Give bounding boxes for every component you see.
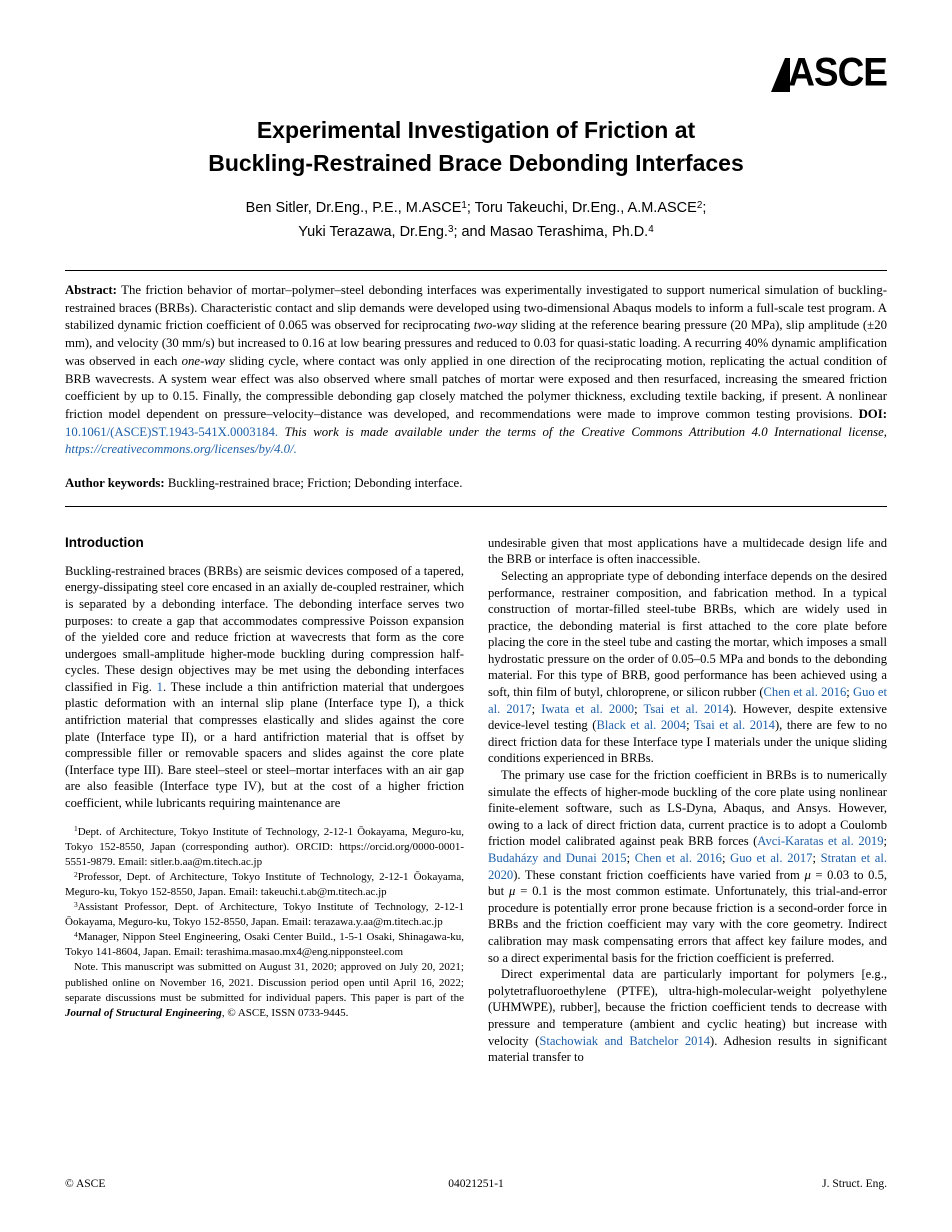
inline-link[interactable]: Stratan et al. 2020 xyxy=(488,851,888,882)
author-byline xyxy=(65,197,887,245)
text-segment: 3 xyxy=(74,899,78,909)
text-segment: sliding at the reference bearing pressure (20 MPa), slip amplitude (±20 mm), and velocity (30 mm/s) but increased to 0.16 at low bearing pressures and reduced to 0.03 for quasi-static loading. A recurring 40% dynamic amplification was observed in each xyxy=(65,318,887,368)
text-segment: Manager, Nippon Steel Engineering, Osaki Center Build., 1-5-1 Osaki, Shinagawa-ku, Tokyo 141-8604, Japan. Email: terashima.masao.mx4@eng.nipponsteel.com xyxy=(65,931,464,959)
text-segment: ; xyxy=(846,685,853,700)
text-segment: 1 xyxy=(461,199,467,211)
text-segment: , © ASCE, ISSN 0733-9445. xyxy=(221,1006,349,1019)
inline-link[interactable]: Black et al. 2004 xyxy=(596,718,687,733)
abstract-paragraph xyxy=(65,282,887,459)
text-segment: ), there are few to no direct friction data for these Interface type I materials under the unique sliding conditions experienced in BRBs. xyxy=(488,718,887,766)
footnotes-block xyxy=(65,825,464,1021)
two-column-body xyxy=(65,535,887,1066)
paper-title xyxy=(65,114,887,180)
text-segment: undesirable given that most applications have a multidecade design life and the BRB or interface is often inaccessible. xyxy=(488,535,887,567)
inline-link[interactable]: Budaházy and Dunai 2015 xyxy=(488,851,627,866)
text-segment: 4 xyxy=(648,223,654,235)
text-segment: ; xyxy=(812,851,821,866)
text-segment: Dept. of Architecture, Tokyo Institute of Technology, 2-12-1 Ōokayama, Meguro-ku, Tokyo 152-8550, Japan (corresponding author). ORCID: https://orcid.org/0000-0001-5551-9879. Email: sitler.b.aa@m.titech.ac.jp xyxy=(65,825,464,868)
text-segment: Journal of Structural Engineering xyxy=(65,1006,222,1019)
text-segment: ; xyxy=(634,701,644,716)
inline-link[interactable]: Guo et al. 2017 xyxy=(488,685,887,716)
asce-logo xyxy=(771,49,887,95)
text-segment: Abstract: xyxy=(65,283,122,297)
inline-link[interactable]: Tsai et al. 2014 xyxy=(693,718,775,733)
text-segment: 3 xyxy=(447,223,454,235)
body-paragraph xyxy=(488,767,887,966)
text-segment: ; xyxy=(702,200,707,216)
text-segment: = 0.1 is the most common estimate. Unfortunately, this trial-and-error procedure is potentially error prone because friction is a second-order force in BRBs and the friction coefficient may vary with the core geometry. Indirect calibration may mask compensating errors that affect key failure modes, and so a direct experimental basis for the friction coefficient is preferred. xyxy=(488,884,887,965)
paper-title-line2: Buckling-Restrained Brace Debonding Interfaces xyxy=(208,150,744,176)
inline-link[interactable]: 10.1061/(ASCE)ST.1943-541X.0003184. xyxy=(65,424,279,439)
text-segment: Selecting an appropriate type of debonding interface depends on the desired performance, restrainer composition, and fabrication method. In a typical construction of mortar-filled steel-tube BRBs, which are widely used in practice, the debonding material is first attached to the core plate before placing the core in the steel tube and casting the mortar, which imposes a small hydrostatic pressure on the order of 0.05–0.5 MPa and bonds to the debonding material. For this type of BRB, good performance has been achieved using a soft, thin film of butyl, chloroprene, or silicon rubber ( xyxy=(488,568,887,700)
body-paragraph xyxy=(488,966,887,1066)
text-segment: μ xyxy=(508,884,516,899)
inline-link[interactable]: Tsai et al. 2014 xyxy=(643,701,730,716)
body-paragraph xyxy=(488,568,887,767)
text-segment: two-way xyxy=(473,318,518,333)
text-segment: The primary use case for the friction coefficient in BRBs is to numerically simulate the effects of higher-mode buckling of the core plate using nonlinear finite-element software, such as LS-Dyna, Abaqus, and Ansys. However, owing to a lack of direct friction data, current practice is to adopt a Coulomb friction model calibrated against peak BRB forces ( xyxy=(488,768,887,849)
section-heading-introduction: Introduction xyxy=(65,534,144,550)
text-segment: Assistant Professor, Dept. of Architecture, Tokyo Institute of Technology, 2-12-1 Ōokayama, Meguro-ku, Tokyo 152-8550, Japan. Email: terazawa.y.aa@m.titech.ac.jp xyxy=(65,901,464,929)
abstract-divider-top xyxy=(65,270,887,271)
page-footer xyxy=(65,1178,887,1190)
inline-link[interactable]: Guo et al. 2017 xyxy=(730,851,813,866)
text-segment: = 0.03 to 0.5, but xyxy=(488,867,888,899)
inline-link[interactable]: Iwata et al. 2000 xyxy=(541,701,635,716)
text-segment: . These include a thin antifriction material that undergoes plastic deformation with an internal slip plane (Interface type I), a thick antifriction material that compresses elastically and slides against the core plate (Interface type II), or a hard antifriction material that is offset by compressible filler or removable spacers and slides against the core plate (Interface type III). Bare steel–steel or steel–mortar interfaces with an air gap are also feasible (Interface type IV), but at the cost of a higher friction coefficient, while lubricants requiring maintenance are xyxy=(65,679,464,811)
text-segment: 1 xyxy=(74,824,78,834)
author-line-2 xyxy=(65,221,887,245)
asce-logo-text: ASCE xyxy=(788,49,887,95)
text-segment: 2 xyxy=(696,199,703,211)
inline-link[interactable]: 1 xyxy=(156,679,163,694)
footer-copyright: © ASCE xyxy=(65,1178,106,1190)
abstract-divider-bottom xyxy=(65,506,887,507)
right-column xyxy=(488,535,887,1066)
footnote-4 xyxy=(65,930,464,960)
inline-link[interactable]: https://creativecommons.org/licenses/by/4.0/. xyxy=(65,442,297,457)
paper-title-line1: Experimental Investigation of Friction at xyxy=(256,117,696,143)
footnote-2 xyxy=(65,870,464,900)
text-segment: ; xyxy=(883,834,888,849)
text-segment: 2 xyxy=(74,869,78,879)
text-segment: Ben Sitler, Dr.Eng., P.E., M.ASCE xyxy=(245,200,462,216)
text-segment: Note. This manuscript was submitted on August 31, 2020; approved on July 20, 2021; published online on November 16, 2021. Discussion period open until April 16, 2022; separate discussions must be submitted for individual papers. This paper is part of the xyxy=(65,961,464,1004)
text-segment: This work is made available under the terms of the Creative Commons Attribution 4.0 International license, xyxy=(278,424,887,439)
author-line-1 xyxy=(65,197,887,221)
inline-link[interactable]: Stachowiak and Batchelor 2014 xyxy=(539,1033,711,1048)
text-segment: μ xyxy=(804,867,811,882)
text-segment: Buckling-restrained braces (BRBs) are seismic devices composed of a tapered, energy-dissipating steel core encased in an axially de-coupled restrainer, which is separated by a debonding interface. The debonding interface serves two purposes: to create a gap that accommodates compressive Poisson expansion of the yielded core and reduce friction at wavecrests that form as the core undergoes small-amplitude higher-mode buckling during compression half-cycles. These design objectives may be met using the debonding interfaces classified in Fig. xyxy=(65,563,464,694)
footer-journal-name: J. Struct. Eng. xyxy=(822,1178,887,1190)
footnote-1 xyxy=(65,825,464,870)
text-segment: Author keywords: xyxy=(65,476,168,491)
author-keywords-line xyxy=(65,475,887,493)
text-segment: ; xyxy=(626,851,635,866)
text-segment: ; xyxy=(721,851,731,866)
inline-link[interactable]: Chen et al. 2016 xyxy=(634,851,722,866)
text-segment: ; and Masao Terashima, Ph.D. xyxy=(453,224,649,240)
header xyxy=(65,49,887,95)
text-segment: ). These constant friction coefficients have varied from xyxy=(513,867,805,882)
inline-link[interactable]: Chen et al. 2016 xyxy=(763,685,847,700)
text-segment: ; Toru Takeuchi, Dr.Eng., A.M.ASCE xyxy=(466,200,697,216)
text-segment: Buckling-restrained brace; Friction; Debonding interface. xyxy=(167,476,463,491)
text-segment: Direct experimental data are particularly important for polymers [e.g., polytetrafluoroethylene (PTFE), ultra-high-molecular-weight polyethylene (UHMWPE), rubber], because the friction coefficient tends to decrease with pressure and temperature (ambient and cyclic heating) but increase with velocity ( xyxy=(488,967,887,1048)
text-segment: Professor, Dept. of Architecture, Tokyo Institute of Technology, 2-12-1 Ōokayama, Meguro-ku, Tokyo 152-8550, Japan. Email: takeuchi.t.ab@m.titech.ac.jp xyxy=(65,870,464,899)
text-segment: ; xyxy=(531,701,542,716)
text-segment: sliding cycle, where contact was only applied in one direction of the reciprocating motion, replicating the actual condition of BRB wavecrests. A system wear effect was also observed where small patches of mortar were exposed and then resurfaced, increasing the smeared friction coefficient by up to 0.15. Finally, the compressible debonding gap closely matched the polymer thickness, excluding textile backing, if present. A nonlinear friction model dependent on pressure–velocity–distance was developed, and recommendations were made to improve common testing provisions. xyxy=(65,353,887,421)
left-column xyxy=(65,535,464,1066)
footnote-note xyxy=(65,960,464,1020)
text-segment: ). However, despite extensive device-level testing ( xyxy=(488,701,887,733)
text-segment: DOI: xyxy=(858,406,887,421)
text-segment: one-way xyxy=(181,353,225,368)
text-segment: Yuki Terazawa, Dr.Eng. xyxy=(298,224,448,240)
text-segment: 4 xyxy=(74,929,78,939)
body-paragraph xyxy=(65,563,464,812)
text-segment: ). Adhesion results in significant material transfer to xyxy=(488,1033,887,1065)
footer-page-number: 04021251-1 xyxy=(448,1178,504,1190)
body-paragraph xyxy=(488,535,887,568)
footnote-3 xyxy=(65,900,464,930)
inline-link[interactable]: Avci-Karatas et al. 2019 xyxy=(757,834,884,849)
text-segment: The friction behavior of mortar–polymer–steel debonding interfaces was experimentally investigated to support numerical simulation of buckling-restrained braces (BRBs). Characteristic contact and slip demands were developed using two-dimensional Abaqus models to inform a full-scale test program. A stabilized dynamic friction coefficient of 0.065 was observed for reciprocating xyxy=(65,283,887,333)
text-segment: ; xyxy=(686,718,694,733)
